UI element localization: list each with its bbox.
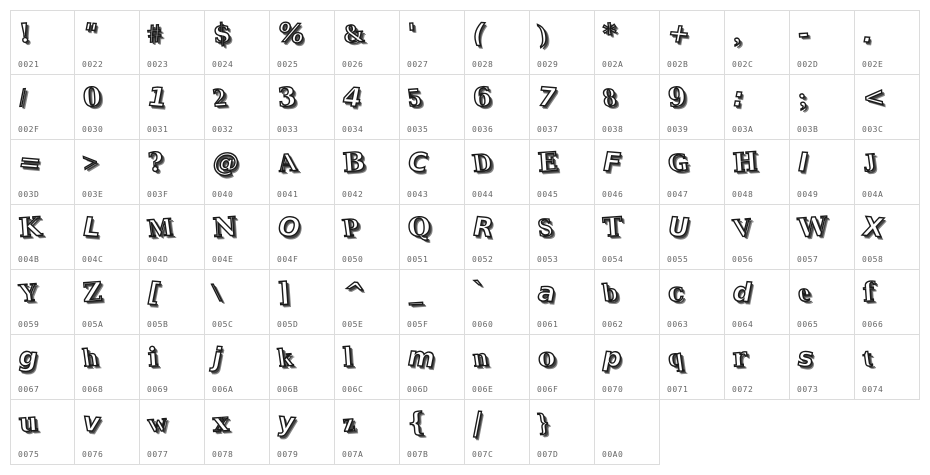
glyph-preview: W [796,212,829,244]
glyph-codepoint-label: 0066 [862,320,884,329]
glyph-codepoint-label: 005C [212,320,234,329]
glyph-cell [855,270,920,335]
glyph-preview: * [601,18,618,50]
glyph-preview: u [17,407,39,439]
glyph-preview: C [405,147,430,179]
glyph-preview: g [16,342,41,374]
glyph-codepoint-label: 0049 [797,190,819,199]
glyph-codepoint-label: 003F [147,190,169,199]
glyph-preview: : [730,82,747,114]
glyph-preview: [ [145,277,163,309]
glyph-preview: B [341,147,367,179]
glyph-codepoint-label: 0044 [472,190,494,199]
glyph-codepoint-label: 002A [602,60,624,69]
glyph-preview: % [275,18,307,50]
glyph-codepoint-label: 004F [277,255,299,264]
glyph-codepoint-label: 0045 [537,190,559,199]
glyph-cell [335,75,400,140]
glyph-codepoint-label: 0035 [407,125,429,134]
glyph-preview: K [17,212,43,244]
glyph-cell [595,75,660,140]
glyph-cell [790,270,855,335]
glyph-preview: P [340,212,361,243]
glyph-preview: ? [146,147,165,179]
glyph-cell [75,335,140,400]
glyph-cell [75,75,140,140]
glyph-cell [595,205,660,270]
glyph-codepoint-label: 0037 [537,125,559,134]
glyph-codepoint-label: 004A [862,190,884,199]
glyph-cell [140,400,205,465]
glyph-codepoint-label: 0030 [82,125,104,134]
glyph-codepoint-label: 0064 [732,320,754,329]
glyph-codepoint-label: 0058 [862,255,884,264]
glyph-cell [140,75,205,140]
glyph-cell [595,335,660,400]
glyph-codepoint-label: 0079 [277,450,299,459]
glyph-preview: 8 [600,82,618,113]
glyph-codepoint-label: 006F [537,385,559,394]
glyph-codepoint-label: 0052 [472,255,494,264]
glyph-preview: < [861,82,886,114]
glyph-codepoint-label: 0073 [797,385,819,394]
glyph-preview: J [860,147,878,178]
glyph-preview: b [600,277,620,308]
glyph-codepoint-label: 0028 [472,60,494,69]
glyph-preview: i [146,342,159,374]
glyph-preview: q [665,342,685,373]
glyph-codepoint-label: 0077 [147,450,169,459]
glyph-preview: \ [210,277,223,308]
glyph-cell [530,205,595,270]
glyph-cell [205,10,270,75]
glyph-cell [10,400,75,465]
glyph-cell [335,335,400,400]
glyph-preview: w [145,407,169,438]
glyph-cell [660,270,725,335]
glyph-codepoint-label: 0025 [277,60,299,69]
glyph-codepoint-label: 0027 [407,60,429,69]
glyph-cell [270,75,335,140]
glyph-preview: y [275,407,298,439]
glyph-cell [75,10,140,75]
glyph-codepoint-label: 003E [82,190,104,199]
glyph-cell [205,75,270,140]
glyph-cell [335,140,400,205]
glyph-cell [335,270,400,335]
glyph-preview: l [341,342,354,374]
glyph-preview: V [730,212,754,243]
glyph-cell [725,75,790,140]
glyph-codepoint-label: 003B [797,125,819,134]
glyph-codepoint-label: 0061 [537,320,559,329]
glyph-cell [660,335,725,400]
glyph-codepoint-label: 005A [82,320,104,329]
glyph-codepoint-label: 006D [407,385,429,394]
glyph-cell [10,140,75,205]
glyph-preview: H [731,147,759,179]
glyph-cell [270,270,335,335]
glyph-codepoint-label: 006C [342,385,364,394]
glyph-cell [595,270,660,335]
glyph-cell [400,335,465,400]
glyph-preview: D [470,147,494,178]
glyph-preview: $ [211,18,233,50]
glyph-preview: j [210,342,225,374]
glyph-preview: 9 [666,82,688,114]
glyph-codepoint-label: 0074 [862,385,884,394]
glyph-codepoint-label: 0071 [667,385,689,394]
glyph-preview: a [535,277,559,309]
glyph-preview: M [145,212,175,243]
glyph-preview: E [536,147,559,179]
glyph-codepoint-label: 0059 [18,320,40,329]
glyph-cell [270,140,335,205]
glyph-preview: R [470,212,496,244]
glyph-preview: 7 [535,82,559,114]
glyph-preview: A [275,147,299,178]
glyph-cell [465,400,530,465]
glyph-preview: & [340,18,367,49]
glyph-cell [205,400,270,465]
glyph-codepoint-label: 0056 [732,255,754,264]
glyph-codepoint-label: 0038 [602,125,624,134]
glyph-preview: Q [406,212,432,244]
glyph-codepoint-label: 006E [472,385,494,394]
glyph-preview: ] [276,277,292,309]
glyph-codepoint-label: 0069 [147,385,169,394]
glyph-preview: _ [405,277,423,308]
glyph-codepoint-label: 0040 [212,190,234,199]
glyph-codepoint-label: 0055 [667,255,689,264]
glyph-cell [725,270,790,335]
glyph-cell [205,270,270,335]
glyph-cell [270,335,335,400]
glyph-codepoint-label: 002F [18,125,40,134]
glyph-cell [140,10,205,75]
glyph-codepoint-label: 003C [862,125,884,134]
glyph-preview: X [860,212,886,244]
glyph-preview: m [405,342,438,374]
glyph-codepoint-label: 002D [797,60,819,69]
glyph-codepoint-label: 004B [18,255,40,264]
glyph-cell [400,10,465,75]
glyph-preview: 4 [340,82,364,114]
glyph-cell [855,75,920,140]
glyph-cell [725,335,790,400]
glyph-preview: 5 [405,82,423,113]
glyph-codepoint-label: 0022 [82,60,104,69]
glyph-preview: , [730,18,742,49]
glyph-codepoint-label: 005B [147,320,169,329]
glyph-preview: = [16,147,44,179]
glyph-preview: Z [81,277,104,309]
glyph-cell [10,270,75,335]
glyph-codepoint-label: 002B [667,60,689,69]
glyph-preview: / [16,82,29,113]
glyph-codepoint-label: 0033 [277,125,299,134]
glyph-cell [270,10,335,75]
glyph-preview: - [796,18,810,50]
glyph-preview: O [275,212,303,244]
glyph-cell [595,400,660,465]
glyph-codepoint-label: 0054 [602,255,624,264]
glyph-cell [725,140,790,205]
glyph-cell [465,75,530,140]
glyph-preview: . [860,18,876,50]
glyph-codepoint-label: 0026 [342,60,364,69]
glyph-cell [400,205,465,270]
glyph-codepoint-label: 0046 [602,190,624,199]
glyph-cell [660,75,725,140]
glyph-codepoint-label: 003D [18,190,40,199]
glyph-codepoint-label: 007A [342,450,364,459]
glyph-preview: Y [16,277,40,308]
glyph-cell [75,140,140,205]
glyph-cell [335,10,400,75]
glyph-cell [660,10,725,75]
glyph-cell [205,205,270,270]
glyph-cell [790,335,855,400]
glyph-codepoint-label: 005E [342,320,364,329]
glyph-preview: ; [795,82,809,113]
glyph-preview: t [860,342,874,373]
glyph-cell [790,75,855,140]
glyph-cell [335,400,400,465]
glyph-preview: { [406,407,426,439]
glyph-codepoint-label: 0051 [407,255,429,264]
glyph-codepoint-label: 0062 [602,320,624,329]
glyph-cell [855,205,920,270]
glyph-preview: > [80,147,100,178]
glyph-codepoint-label: 0076 [82,450,104,459]
glyph-cell [530,270,595,335]
glyph-cell [465,140,530,205]
glyph-preview: } [535,407,551,438]
glyph-preview: ! [17,18,32,50]
glyph-cell [400,75,465,140]
glyph-preview: + [665,18,693,50]
glyph-codepoint-label: 0057 [797,255,819,264]
glyph-codepoint-label: 004C [82,255,104,264]
glyph-codepoint-label: 0032 [212,125,234,134]
glyph-codepoint-label: 0042 [342,190,364,199]
glyph-codepoint-label: 0036 [472,125,494,134]
glyph-codepoint-label: 007C [472,450,494,459]
glyph-preview: x [211,407,230,439]
glyph-cell [140,140,205,205]
glyph-codepoint-label: 004D [147,255,169,264]
glyph-codepoint-label: 007D [537,450,559,459]
glyph-codepoint-label: 005F [407,320,429,329]
glyph-codepoint-label: 0048 [732,190,754,199]
glyph-preview: F [600,147,624,179]
glyph-cell [270,400,335,465]
glyph-cell [465,270,530,335]
glyph-cell [10,335,75,400]
glyph-cell [465,10,530,75]
glyph-preview: n [470,342,490,373]
glyph-codepoint-label: 0031 [147,125,169,134]
glyph-cell [530,400,595,465]
glyph-codepoint-label: 00A0 [602,450,624,459]
glyph-codepoint-label: 0072 [732,385,754,394]
glyph-preview: o [536,342,557,374]
glyph-codepoint-label: 0053 [537,255,559,264]
glyph-preview: 6 [471,82,493,114]
glyph-cell [10,205,75,270]
glyph-cell [205,335,270,400]
glyph-codepoint-label: 007B [407,450,429,459]
glyph-preview: r [731,342,748,374]
glyph-preview: " [80,18,100,50]
glyph-cell [400,140,465,205]
glyph-preview: ) [535,18,549,49]
glyph-codepoint-label: 0068 [82,385,104,394]
glyph-cell [270,205,335,270]
glyph-codepoint-label: 0047 [667,190,689,199]
glyph-preview: 3 [276,82,298,114]
glyph-preview: z [340,407,357,438]
glyph-codepoint-label: 0050 [342,255,364,264]
glyph-cell [725,205,790,270]
glyph-cell [465,335,530,400]
glyph-preview: # [145,18,163,49]
glyph-preview: S [535,212,555,243]
glyph-preview: U [665,212,692,244]
glyph-cell [10,75,75,140]
glyph-codepoint-label: 0021 [18,60,40,69]
glyph-cell [530,335,595,400]
glyph-cell [465,205,530,270]
glyph-preview: 2 [210,82,228,113]
glyph-codepoint-label: 002E [862,60,884,69]
glyph-preview: h [80,342,100,373]
glyph-cell [660,205,725,270]
glyph-codepoint-label: 0060 [472,320,494,329]
glyph-cell [595,10,660,75]
glyph-codepoint-label: 0075 [18,450,40,459]
glyph-cell [530,140,595,205]
glyph-codepoint-label: 003A [732,125,754,134]
glyph-preview: p [600,342,625,374]
glyph-preview: 0 [81,82,103,114]
glyph-cell [400,400,465,465]
glyph-cell [400,270,465,335]
glyph-cell [140,335,205,400]
glyph-cell [335,205,400,270]
glyph-cell [205,140,270,205]
glyph-cell [530,10,595,75]
glyph-codepoint-label: 0029 [537,60,559,69]
glyph-preview: | [470,407,486,439]
glyph-codepoint-label: 0067 [18,385,40,394]
glyph-preview: c [666,277,685,309]
glyph-cell [725,10,790,75]
glyph-preview: ` [471,277,488,309]
glyph-preview: 1 [145,82,169,114]
glyph-preview: v [80,407,103,439]
glyph-codepoint-label: 0041 [277,190,299,199]
glyph-preview: N [211,212,238,244]
glyph-codepoint-label: 006A [212,385,234,394]
glyph-cell [790,10,855,75]
glyph-codepoint-label: 0070 [602,385,624,394]
glyph-cell [855,140,920,205]
glyph-codepoint-label: 002C [732,60,754,69]
glyph-preview: G [665,147,691,178]
glyph-codepoint-label: 0065 [797,320,819,329]
glyph-cell [140,205,205,270]
glyph-cell [855,10,920,75]
glyph-preview: f [861,277,876,309]
glyph-preview: T [601,212,624,244]
glyph-codepoint-label: 0078 [212,450,234,459]
glyph-codepoint-label: 0034 [342,125,364,134]
glyph-cell [595,140,660,205]
glyph-cell [140,270,205,335]
glyph-preview: I [795,147,811,179]
glyph-preview: s [795,342,817,374]
glyph-codepoint-label: 006B [277,385,299,394]
glyph-codepoint-label: 0023 [147,60,169,69]
glyph-cell [75,205,140,270]
glyph-cell [75,270,140,335]
glyph-cell [855,335,920,400]
glyph-preview: e [795,277,812,308]
glyph-preview: L [80,212,103,244]
glyph-codepoint-label: 0043 [407,190,429,199]
glyph-codepoint-label: 0063 [667,320,689,329]
glyph-cell [75,400,140,465]
glyph-codepoint-label: 004E [212,255,234,264]
glyph-codepoint-label: 0024 [212,60,234,69]
glyph-preview: @ [210,147,242,179]
glyph-preview: ^ [340,277,368,309]
glyph-cell [790,205,855,270]
glyph-codepoint-label: 005D [277,320,299,329]
glyph-codepoint-label: 0039 [667,125,689,134]
glyph-cell [530,75,595,140]
glyph-preview: ' [406,18,418,50]
glyph-preview: d [730,277,755,309]
glyph-preview: k [275,342,295,373]
glyph-cell [660,140,725,205]
glyph-chart-grid [10,10,920,465]
glyph-preview: ( [470,18,488,50]
glyph-cell [10,10,75,75]
glyph-cell [790,140,855,205]
